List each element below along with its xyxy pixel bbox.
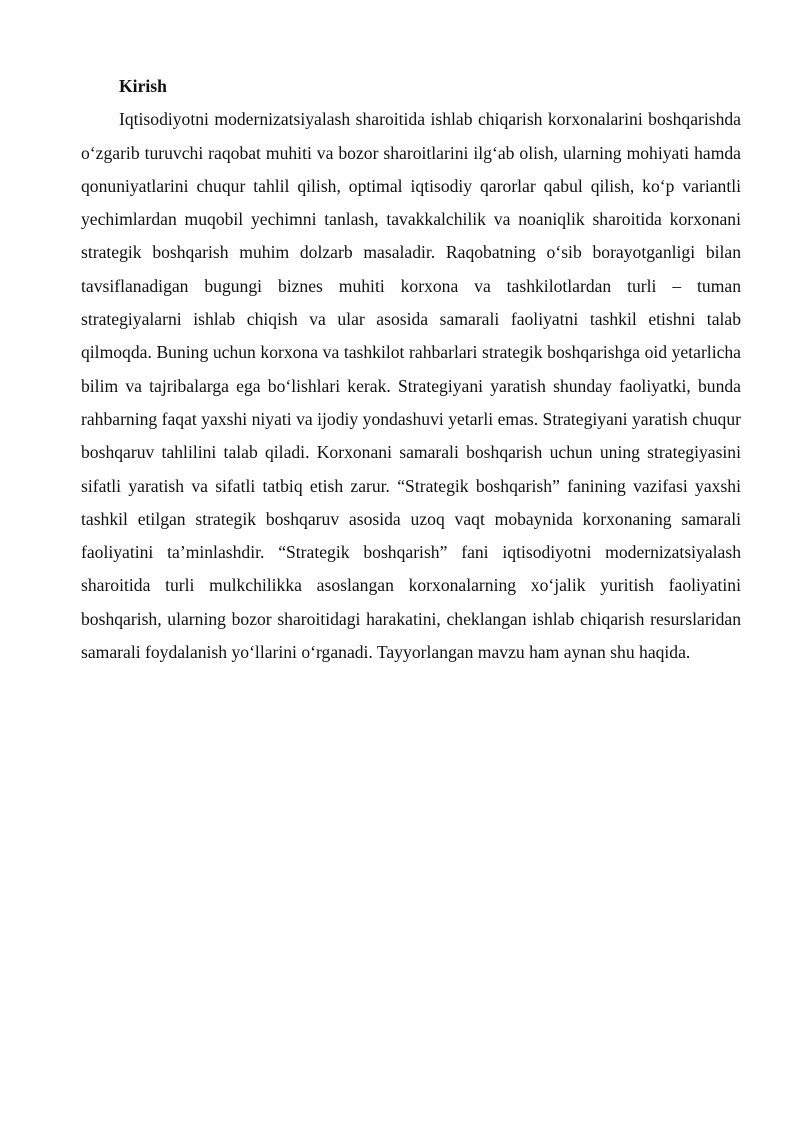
document-body — [81, 70, 741, 669]
body-paragraph: Iqtisodiyotni modernizatsiyalash sharoitida ishlab chiqarish korxonalarini boshqarishda o‘zgarib turuvchi raqobat muhiti va bozor sharoitlarini ilg‘ab olish, ularning mohiyati hamda qonuniyatlarini chuqur tahlil qilish, optimal iqtisodiy qarorlar qabul qilish, ko‘p variantli yechimlardan muqobil yechimni tanlash, tavakkalchilik va noaniqlik sharoitida korxonani strategik boshqarish muhim dolzarb masaladir. Raqobatning o‘sib borayotganligi bilan tavsiflanadigan bugungi biznes muhiti korxona va tashkilotlardan turli – tuman strategiyalarni ishlab chiqish va ular asosida samarali faoliyatni tashkil etishni talab qilmoqda. Buning uchun korxona va tashkilot rahbarlari strategik boshqarishga oid yetarlicha bilim va tajribalarga ega bo‘lishlari kerak. Strategiyani yaratish shunday faoliyatki, bunda rahbarning faqat yaxshi niyati va ijodiy yondashuvi yetarli emas. Strategiyani yaratish chuqur boshqaruv tahlilini talab qiladi. Korxonani samarali boshqarish uchun uning strategiyasini sifatli yaratish va sifatli tatbiq etish zarur. “Strategik boshqarish” fanining vazifasi yaxshi tashkil etilgan strategik boshqaruv asosida uzoq vaqt mobaynida korxonaning samarali faoliyatini ta’minlashdir. “Strategik boshqarish” fani iqtisodiyotni modernizatsiyalash sharoitida turli mulkchilikka asoslangan korxonalarning xo‘jalik yuritish faoliyatini boshqarish, ularning bozor sharoitidagi harakatini, cheklangan ishlab chiqarish resurslaridan samarali foydalanish yo‘llarini o‘rganadi. Tayyorlangan mavzu ham aynan shu haqida. — [81, 109, 741, 663]
section-heading: Kirish — [119, 76, 167, 96]
